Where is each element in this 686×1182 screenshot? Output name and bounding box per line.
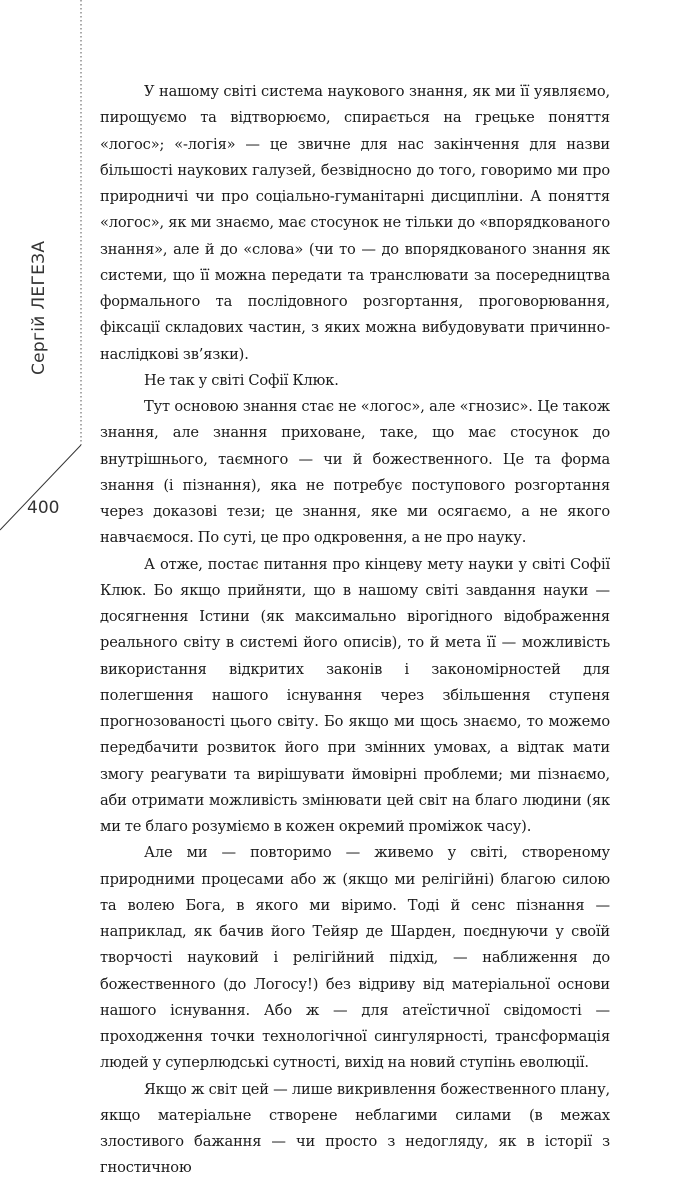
paragraph: Але ми — повторимо — живемо у світі, створеному природними процесами або ж (якщо ми релігійні) благою силою та волею Бога, в якого ми віримо. Тоді й сенс пізнання — наприклад, як бачив його Тейяр де Шарден, поєднуючи у своїй творчості науковий і релігійний підхід, — наближення до божественного (до Логосу!) без відриву від матеріальної основи нашого існування. Або ж — для атеїстичної свідомості — проходження точки технологічної сингулярності, трансформація людей у суперлюдські сутності, вихід на новий ступінь еволюції. — [100, 844, 610, 1072]
paragraph: Якщо ж світ цей — лише викривлення божественного плану, якщо матеріальне створене неблагими силами (в межах злостивого бажання — чи просто з недогляду, як в історії з гностичною — [100, 1080, 610, 1177]
paragraph: У нашому світі система наукового знання, як ми її уявляємо, пирощуємо та відтворюємо, спирається на грецьке поняття «логос»; «-логія» — це звичне для нас закінчення для назви більшості наукових галузей, безвідносно до того, говоримо ми про природничі чи про соціально-гуманітарні дисципліни. А поняття «логос», як ми знаємо, має стосунок не тільки до «впорядкованого знання», але й до «слова» (чи то — до впорядкованого знання як системи, що її можна передати та транслювати за посередництва формального та послідовного розгортання, проговорювання, фіксації складових частин, з яких можна вибудовувати причинно-наслідкові зв’язки). — [100, 83, 610, 363]
running-header-author: Сергій ЛЕГЕЗА — [29, 240, 49, 375]
paragraph: А отже, постає питання про кінцеву мету науки у світі Софії Клюк. Бо якщо прийняти, що в нашому світі завдання науки — досягнення Істини (як максимально вірогідного відображення реального світу в системі його описів), то й мета її — можливість використання відкритих законів і закономірностей для полегшення нашого існування через збільшення ступеня прогнозованості цього світу. Бо якщо ми щось знаємо, то можемо передбачити розвиток його при змінних умовах, а відтак мати змогу реагувати та вирішувати ймовірні проблеми; ми пізнаємо, аби отримати можливість змінювати цей світ на благо людини (як ми те благо розуміємо в кожен окремий проміжок часу). — [100, 555, 610, 835]
page-number: 400 — [27, 498, 60, 518]
paragraph: Не так у світі Софії Клюк. — [144, 371, 339, 389]
paragraph: Тут основою знання стає не «логос», але «гнозис». Це також знання, але знання приховане, таке, що має стосунок до внутрішнього, таємного — чи й божественного. Це та форма знання (і пізнання), яка не потребує поступового розгортання через доказові тези; це знання, яке ми осягаємо, а не якого навчаємося. По суті, це про одкровення, а не про науку. — [100, 398, 610, 547]
body-text — [100, 79, 610, 1182]
